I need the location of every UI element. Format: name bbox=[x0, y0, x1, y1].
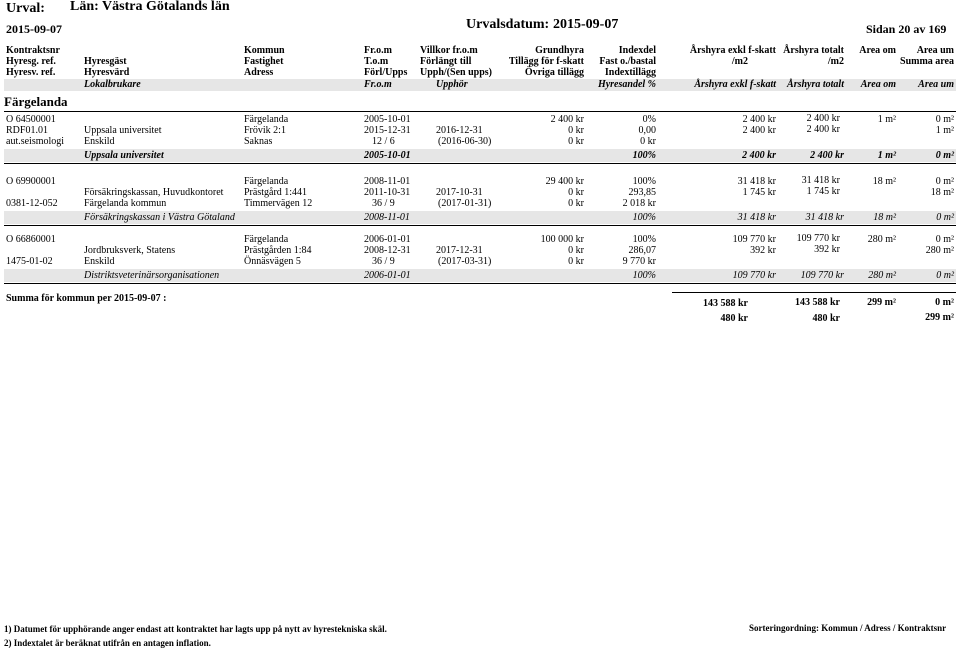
urvalsdatum-label: Urvalsdatum: bbox=[466, 17, 550, 32]
column-header-row3-2: Adress bbox=[244, 67, 274, 78]
contract-fastighet: Prästgård 1:441 bbox=[244, 187, 308, 198]
contract-upph-sen-upps: (2017-03-31) bbox=[438, 256, 492, 267]
contract-hyresvard: Enskild bbox=[84, 256, 115, 267]
lokalbrukare-andel: 100% bbox=[632, 212, 656, 223]
contract-arshyra-totalt-m2: 2 400 kr bbox=[806, 124, 840, 135]
urval-value: Län: Västra Götalands län bbox=[70, 0, 230, 14]
lokalbrukare-header-0: Lokalbrukare bbox=[84, 79, 141, 90]
contract-kontraktsnr: O 64500001 bbox=[6, 114, 56, 125]
lokalbrukare-arshyra-exkl: 2 400 kr bbox=[742, 150, 776, 161]
column-header-row3-5: Övriga tillägg bbox=[524, 67, 584, 78]
contract-arshyra-totalt: 109 770 kr bbox=[796, 233, 840, 244]
sort-order: Sorteringordning: Kommun / Adress / Kontraktsnr bbox=[749, 623, 947, 633]
contract-upph-sen-upps: (2017-01-31) bbox=[438, 198, 492, 209]
contract-kontraktsnr: O 69900001 bbox=[6, 176, 56, 187]
lokalbrukare-header-4: Årshyra exkl f-skatt bbox=[694, 79, 776, 90]
contract-kommun: Färgelanda bbox=[244, 234, 289, 245]
lokalbrukare-name: Uppsala universitet bbox=[84, 150, 164, 161]
lokalbrukare-area-om: 1 m² bbox=[877, 150, 896, 161]
lokalbrukare-header-7: Area um bbox=[918, 79, 954, 90]
column-header-row3-3: Förl/Upps bbox=[364, 67, 408, 78]
lokalbrukare-arshyra-exkl: 109 770 kr bbox=[732, 270, 776, 281]
contract-ovriga-tillagg: 0 kr bbox=[568, 198, 584, 209]
lokalbrukare-header-2: Upphör bbox=[436, 79, 468, 90]
lokalbrukare-area-um: 0 m² bbox=[936, 212, 954, 223]
section-title: Färgelanda bbox=[4, 94, 68, 109]
column-header-row2-2: Fastighet bbox=[244, 56, 284, 67]
column-header-row1-9: Area um bbox=[916, 45, 954, 56]
column-header-row2-6: Fast o./bastal bbox=[599, 56, 656, 67]
contract-hyresv-ref: 1475-01-02 bbox=[6, 256, 53, 267]
lokalbrukare-area-om: 18 m² bbox=[873, 212, 896, 223]
lokalbrukare-from: 2005-10-01 bbox=[364, 150, 411, 161]
column-header-row1-7: Årshyra totalt bbox=[783, 45, 844, 56]
lokalbrukare-arshyra-totalt: 2 400 kr bbox=[810, 150, 844, 161]
summary-summa-area: 299 m² bbox=[925, 312, 954, 323]
contract-indexdel: 100% bbox=[632, 176, 656, 187]
contract-divider bbox=[4, 283, 956, 284]
lokalbrukare-header-5: Årshyra totalt bbox=[787, 79, 844, 90]
summary-totalt-m2: 480 kr bbox=[812, 313, 840, 324]
contract-ovriga-tillagg: 0 kr bbox=[568, 136, 584, 147]
contract-adress: Önnäsvägen 5 bbox=[244, 256, 301, 267]
contract-kommun: Färgelanda bbox=[244, 176, 289, 187]
contract-kommun: Färgelanda bbox=[244, 114, 289, 125]
contract-indexdel: 0% bbox=[642, 114, 656, 125]
column-header-row1-5: Indexdel bbox=[618, 45, 656, 56]
contract-forlangt-till: 2016-12-31 bbox=[436, 125, 483, 136]
contract-arshyra-exkl: 109 770 kr bbox=[732, 234, 776, 245]
page-indicator: Sidan 20 av 169 bbox=[866, 22, 947, 36]
contract-area-om: 1 m² bbox=[877, 114, 896, 125]
print-date: 2015-09-07 bbox=[6, 22, 62, 36]
contract-fast-bastal: 286,07 bbox=[628, 245, 656, 256]
contract-summa-area: 1 m² bbox=[935, 125, 954, 136]
contract-grundhyra: 29 400 kr bbox=[545, 176, 584, 187]
contract-forlangt-till: 2017-10-31 bbox=[436, 187, 483, 198]
contract-area-um: 0 m² bbox=[935, 176, 954, 187]
contract-arshyra-exkl-m2: 392 kr bbox=[750, 245, 776, 256]
contract-tillagg-fskatt: 0 kr bbox=[568, 187, 584, 198]
contract-tom-date: 2015-12-31 bbox=[364, 125, 411, 136]
column-header-row3-0: Hyresv. ref. bbox=[6, 67, 56, 78]
contract-tom-date: 2011-10-31 bbox=[364, 187, 411, 198]
lokalbrukare-from: 2008-11-01 bbox=[364, 212, 410, 223]
column-header-row1-3: Villkor fr.o.m bbox=[420, 45, 478, 56]
lokalbrukare-from: 2006-01-01 bbox=[364, 270, 411, 281]
lokalbrukare-arshyra-totalt: 31 418 kr bbox=[805, 212, 844, 223]
contract-area-um: 0 m² bbox=[935, 234, 954, 245]
contract-summa-area: 18 m² bbox=[930, 187, 954, 198]
column-header-row2-8: /m2 bbox=[827, 56, 844, 67]
contract-divider bbox=[4, 225, 956, 226]
column-header-row2-9: Summa area bbox=[900, 56, 954, 67]
contract-hyresvard: Enskild bbox=[84, 136, 115, 147]
contract-summa-area: 280 m² bbox=[925, 245, 954, 256]
contract-hyresv-ref: 0381-12-052 bbox=[6, 198, 58, 209]
section-divider bbox=[4, 111, 956, 112]
contract-tom-date: 2008-12-31 bbox=[364, 245, 411, 256]
contract-adress: Saknas bbox=[244, 136, 273, 147]
contract-from-date: 2008-11-01 bbox=[364, 176, 411, 187]
contract-area-um: 0 m² bbox=[935, 114, 954, 125]
column-header-row2-5: Tillägg för f-skatt bbox=[508, 56, 584, 67]
column-header-row1-2: Fr.o.m bbox=[364, 45, 392, 56]
contract-area-om: 280 m² bbox=[867, 234, 896, 245]
summary-rule bbox=[672, 292, 956, 293]
contract-hyresv-ref: aut.seismologi bbox=[6, 136, 65, 147]
lokalbrukare-header-3: Hyresandel % bbox=[597, 79, 656, 90]
contract-hyresg-ref: RDF01.01 bbox=[6, 125, 48, 136]
lokalbrukare-arshyra-exkl: 31 418 kr bbox=[737, 212, 776, 223]
summary-arshyra-exkl: 143 588 kr bbox=[703, 298, 748, 309]
contract-grundhyra: 2 400 kr bbox=[550, 114, 584, 125]
urvalsdatum-value: 2015-09-07 bbox=[553, 17, 619, 32]
column-header-row1-1: Kommun bbox=[244, 45, 285, 56]
lokalbrukare-header-6: Area om bbox=[860, 79, 896, 90]
lokalbrukare-name: Försäkringskassan i Västra Götaland bbox=[84, 212, 235, 223]
column-header-row2-7: /m2 bbox=[731, 56, 748, 67]
lokalbrukare-arshyra-totalt: 109 770 kr bbox=[800, 270, 844, 281]
lokalbrukare-area-um: 0 m² bbox=[935, 150, 954, 161]
contract-arshyra-totalt: 31 418 kr bbox=[801, 175, 840, 186]
contract-kontraktsnr: O 66860001 bbox=[6, 234, 56, 245]
contract-tillagg-fskatt: 0 kr bbox=[568, 245, 584, 256]
lokalbrukare-area-om: 280 m² bbox=[868, 270, 896, 281]
contract-indextillagg: 9 770 kr bbox=[622, 256, 656, 267]
column-header-row3-4: Upph/(Sen upps) bbox=[420, 67, 492, 78]
column-header-row3-6: Indextillägg bbox=[604, 67, 656, 78]
contract-fastighet: Frövik 2:1 bbox=[244, 125, 286, 136]
contract-from-date: 2006-01-01 bbox=[364, 234, 411, 245]
contract-arshyra-totalt: 2 400 kr bbox=[806, 113, 840, 124]
urval-label: Urval: bbox=[6, 1, 45, 16]
lokalbrukare-andel: 100% bbox=[632, 150, 656, 161]
column-header-row2-4: Förlängt till bbox=[420, 56, 472, 67]
contract-forlangt-till: 2017-12-31 bbox=[436, 245, 483, 256]
contract-adress: Timmervägen 12 bbox=[244, 198, 313, 209]
lokalbrukare-andel: 100% bbox=[632, 270, 656, 281]
column-header-row1-4: Grundhyra bbox=[535, 45, 584, 56]
lokalbrukare-area-um: 0 m² bbox=[936, 270, 954, 281]
contract-forl-upps: 12 / 6 bbox=[372, 136, 395, 147]
contract-fast-bastal: 0,00 bbox=[638, 125, 656, 136]
contract-upph-sen-upps: (2016-06-30) bbox=[438, 136, 492, 147]
summary-label: Summa för kommun per 2015-09-07 : bbox=[6, 293, 167, 304]
contract-arshyra-exkl-m2: 1 745 kr bbox=[742, 187, 776, 198]
contract-tillagg-fskatt: 0 kr bbox=[568, 125, 584, 136]
contract-fastighet: Prästgården 1:84 bbox=[244, 245, 312, 256]
contract-forl-upps: 36 / 9 bbox=[372, 198, 395, 209]
column-header-row1-6: Årshyra exkl f-skatt bbox=[689, 45, 776, 56]
footnote-2: 2) Indextalet är beräknat utifrån en antagen inflation. bbox=[4, 638, 211, 648]
contract-ovriga-tillagg: 0 kr bbox=[568, 256, 584, 267]
lokalbrukare-header-1: Fr.o.m bbox=[364, 79, 392, 90]
contract-forl-upps: 36 / 9 bbox=[372, 256, 395, 267]
contract-indextillagg: 0 kr bbox=[640, 136, 656, 147]
contract-hyresgast: Jordbruksverk, Statens bbox=[84, 245, 176, 256]
contract-divider bbox=[4, 163, 956, 164]
contract-indextillagg: 2 018 kr bbox=[622, 198, 656, 209]
contract-grundhyra: 100 000 kr bbox=[540, 234, 584, 245]
contract-arshyra-exkl: 31 418 kr bbox=[737, 176, 776, 187]
summary-exkl-m2: 480 kr bbox=[720, 313, 748, 324]
contract-arshyra-totalt-m2: 392 kr bbox=[814, 244, 840, 255]
summary-area-om: 299 m² bbox=[867, 297, 896, 308]
contract-from-date: 2005-10-01 bbox=[364, 114, 411, 125]
summary-arshyra-totalt: 143 588 kr bbox=[795, 297, 840, 308]
summary-area-um: 0 m² bbox=[935, 297, 954, 308]
contract-indexdel: 100% bbox=[632, 234, 656, 245]
contract-hyresgast: Uppsala universitet bbox=[84, 125, 162, 136]
contract-arshyra-exkl-m2: 2 400 kr bbox=[742, 125, 776, 136]
column-header-row1-0: Kontraktsnr bbox=[6, 45, 60, 56]
contract-area-om: 18 m² bbox=[872, 176, 896, 187]
column-header-row2-1: Hyresgäst bbox=[84, 56, 127, 67]
column-header-row1-8: Area om bbox=[859, 45, 896, 56]
contract-hyresgast: Försäkringskassan, Huvudkontoret bbox=[84, 187, 224, 198]
lokalbrukare-name: Distriktsveterinärsorganisationen bbox=[84, 270, 220, 281]
column-header-row2-3: T.o.m bbox=[364, 56, 389, 67]
contract-arshyra-totalt-m2: 1 745 kr bbox=[806, 186, 840, 197]
contract-arshyra-exkl: 2 400 kr bbox=[742, 114, 776, 125]
column-header-row2-0: Hyresg. ref. bbox=[6, 56, 56, 67]
footnote-1: 1) Datumet för upphörande anger endast att kontraktet har lagts upp på nytt av hyrestekniska skäl. bbox=[4, 624, 387, 634]
contract-fast-bastal: 293,85 bbox=[628, 187, 656, 198]
column-header-row3-1: Hyresvärd bbox=[84, 67, 130, 78]
contract-hyresvard: Färgelanda kommun bbox=[84, 198, 167, 209]
